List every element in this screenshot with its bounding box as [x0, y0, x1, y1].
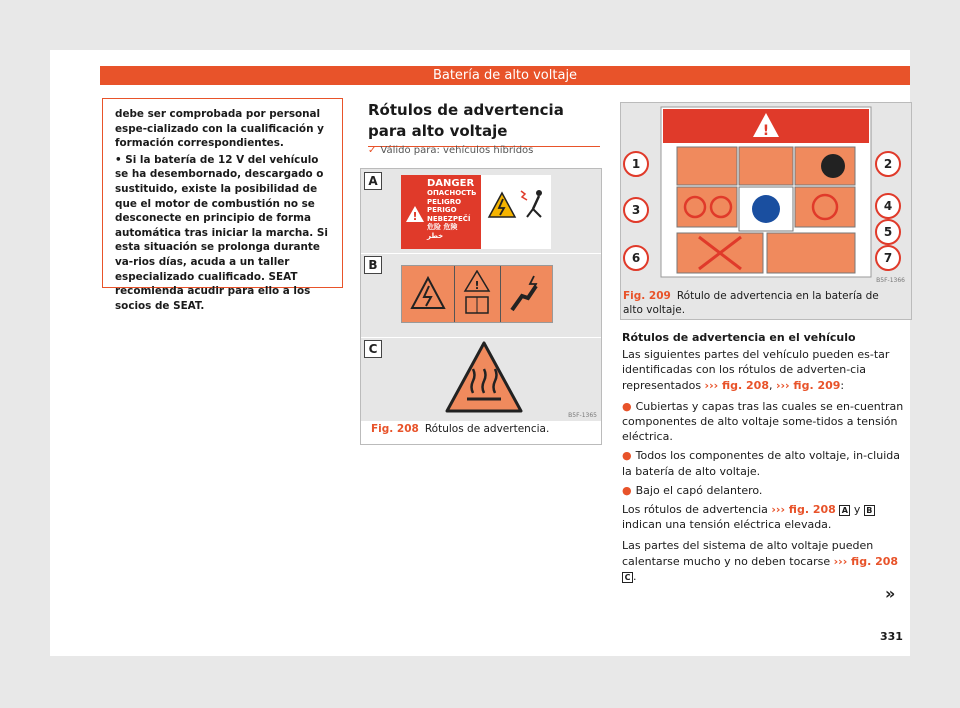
danger-word: DANGER — [427, 178, 475, 189]
warning-text-2: • Si la batería de 12 V del vehículo se ha desembornado, descargado o sustituido, existe la posibilidad de que el motor de combustión no se desconecte en principio de forma automática tras iniciar la marcha. Si esta situación se prolonga durante va-rios días, acuda a un taller especializado cualificado. SEAT recomienda acudir para ello a los socios de SEAT. — [115, 153, 328, 312]
chapter-header: Batería de alto voltaje — [100, 66, 910, 85]
warning-continuation-box — [102, 98, 343, 312]
danger-word: PELIGRO — [427, 197, 462, 206]
read-manual-icon — [462, 270, 492, 318]
danger-word: 危险 危険 — [427, 223, 458, 231]
caption-text: Rótulo de advertencia en la batería de alto voltaje. — [623, 290, 879, 316]
figure-link[interactable]: ››› fig. 209 — [775, 378, 841, 392]
callout-3: 3 — [623, 197, 649, 223]
figure-number: Fig. 208 — [371, 423, 419, 435]
sign-row-a — [361, 169, 601, 254]
svg-text:!: ! — [762, 123, 770, 139]
page-number: 331 — [880, 630, 903, 643]
figure-208-caption — [361, 423, 611, 435]
hot-surface-icon — [445, 341, 523, 413]
high-voltage-icon — [487, 191, 517, 219]
figure-208 — [360, 168, 602, 445]
page — [50, 50, 910, 656]
section-title: Rótulos de advertencia para alto voltaje — [368, 100, 600, 147]
hand-shock-icon — [508, 274, 544, 314]
sign-row-b — [361, 253, 601, 338]
figure-code: B5F-1366 — [876, 277, 905, 284]
svg-text:!: ! — [412, 210, 418, 223]
key-a: A — [839, 505, 850, 516]
bullet-icon: ● — [622, 483, 632, 497]
callout-7: 7 — [875, 245, 901, 271]
danger-word: NEBEZPEČÍ — [427, 214, 471, 223]
warning-text-1: debe ser comprobada por personal espe-cializado con la cualificación y formación correspondientes. — [115, 108, 324, 150]
callout-1: 1 — [623, 151, 649, 177]
callout-6: 6 — [623, 245, 649, 271]
danger-word: خطر — [427, 231, 444, 240]
hv-warning-panel — [401, 265, 553, 323]
callout-5: 5 — [875, 219, 901, 245]
caption-text: Rótulos de advertencia. — [424, 423, 550, 435]
next-page-icon[interactable]: » — [885, 584, 896, 603]
high-voltage-icon — [410, 276, 446, 310]
key-c: C — [622, 572, 633, 583]
sign-row-c — [361, 337, 601, 421]
warning-triangle-icon — [405, 205, 425, 223]
label-a: A — [364, 172, 382, 190]
bullet-icon: ● — [622, 449, 632, 463]
danger-word: PERIGO — [427, 206, 457, 214]
figure-209-caption — [623, 290, 893, 317]
label-b: B — [364, 256, 382, 274]
callout-2: 2 — [875, 151, 901, 177]
figure-209 — [620, 102, 912, 320]
bullet-icon: ● — [622, 399, 632, 413]
battery-label-illustration — [621, 103, 911, 285]
validity-text: Válido para: vehículos híbridos — [380, 145, 534, 156]
figure-link[interactable]: ››› fig. 208 — [833, 554, 899, 568]
figure-code: B5F-1365 — [568, 412, 597, 419]
electrocution-icon — [519, 187, 549, 219]
svg-text:!: ! — [474, 279, 480, 292]
danger-word: ОПАСНОСТЬ — [427, 189, 477, 197]
key-b: B — [864, 505, 875, 516]
figure-link[interactable]: ››› fig. 208 — [771, 503, 836, 517]
callout-4: 4 — [875, 193, 901, 219]
paragraph: Las partes del sistema de alto voltaje pueden calentarse mucho y no deben tocarse ››› fig. 208 C . — [622, 539, 899, 583]
list-item: ● Cubiertas y capas tras las cuales se en-cuentran componentes de alto voltaje some-tidos a tensión eléctrica. — [622, 399, 904, 444]
figure-208-image — [361, 169, 601, 421]
validity-note — [368, 145, 533, 156]
check-icon: ✓ — [368, 145, 377, 156]
label-c: C — [364, 340, 382, 358]
danger-sign — [401, 175, 551, 249]
intro-paragraph: Las siguientes partes del vehículo pueden es-tar identificadas con los rótulos de adverten-cia representados ››› fig. 208, ››› fig. 209: — [622, 348, 890, 392]
right-column — [622, 330, 912, 590]
figure-number: Fig. 209 — [623, 290, 671, 302]
list-item: ● Bajo el capó delantero. — [622, 483, 763, 497]
subheading: Rótulos de advertencia en el vehículo — [622, 331, 856, 344]
paragraph: Los rótulos de advertencia ››› fig. 208 A y B indican una tensión eléctrica elevada. — [622, 502, 912, 532]
list-item: ● Todos los componentes de alto voltaje, in-cluida la batería de alto voltaje. — [622, 449, 900, 478]
figure-link[interactable]: ››› fig. 208 — [704, 378, 769, 392]
